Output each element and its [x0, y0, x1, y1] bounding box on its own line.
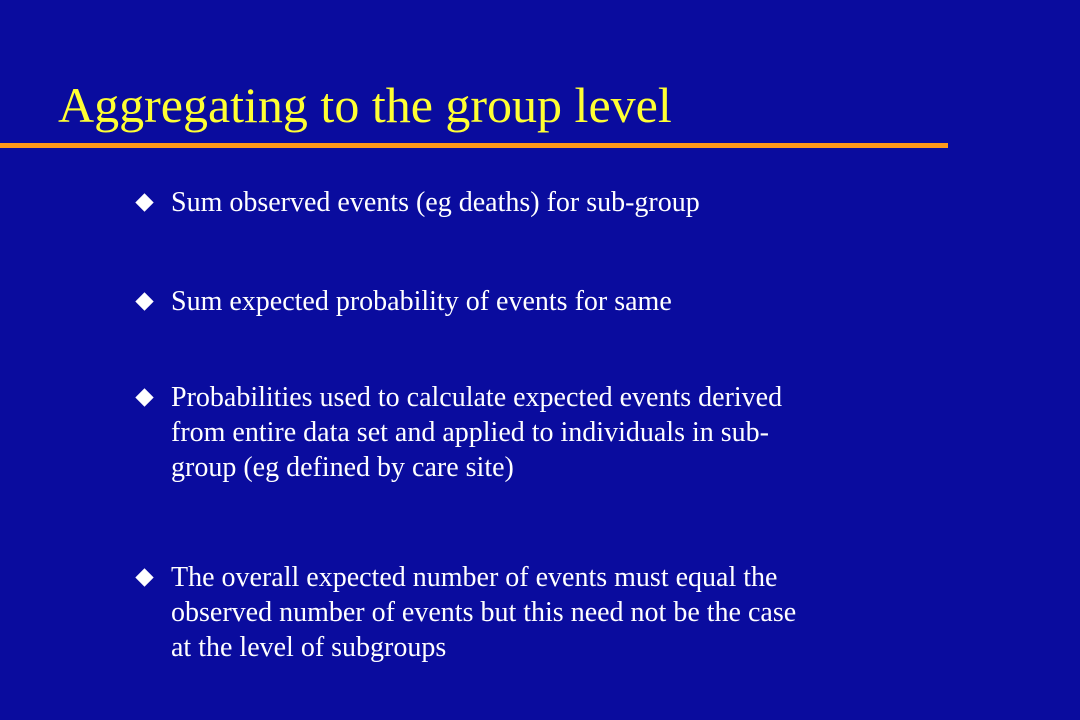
- slide-title: Aggregating to the group level: [58, 77, 672, 133]
- diamond-bullet-icon: [135, 292, 153, 310]
- bullet-text: Sum expected probability of events for same: [171, 286, 672, 317]
- bullet-text: Probabilities used to calculate expected events derived from entire data set and applied to individuals in sub- group (eg defined by care site): [171, 382, 783, 483]
- bullet-text: The overall expected number of events must equal the observed number of events but this need not be the case at the level of subgroups: [171, 562, 797, 663]
- bullet-text: Sum observed events (eg deaths) for sub-group: [171, 187, 700, 218]
- diamond-bullet-icon: [135, 388, 153, 406]
- diamond-bullet-icon: [135, 193, 153, 211]
- diamond-bullet-icon: [135, 568, 153, 586]
- title-underline: [0, 143, 948, 148]
